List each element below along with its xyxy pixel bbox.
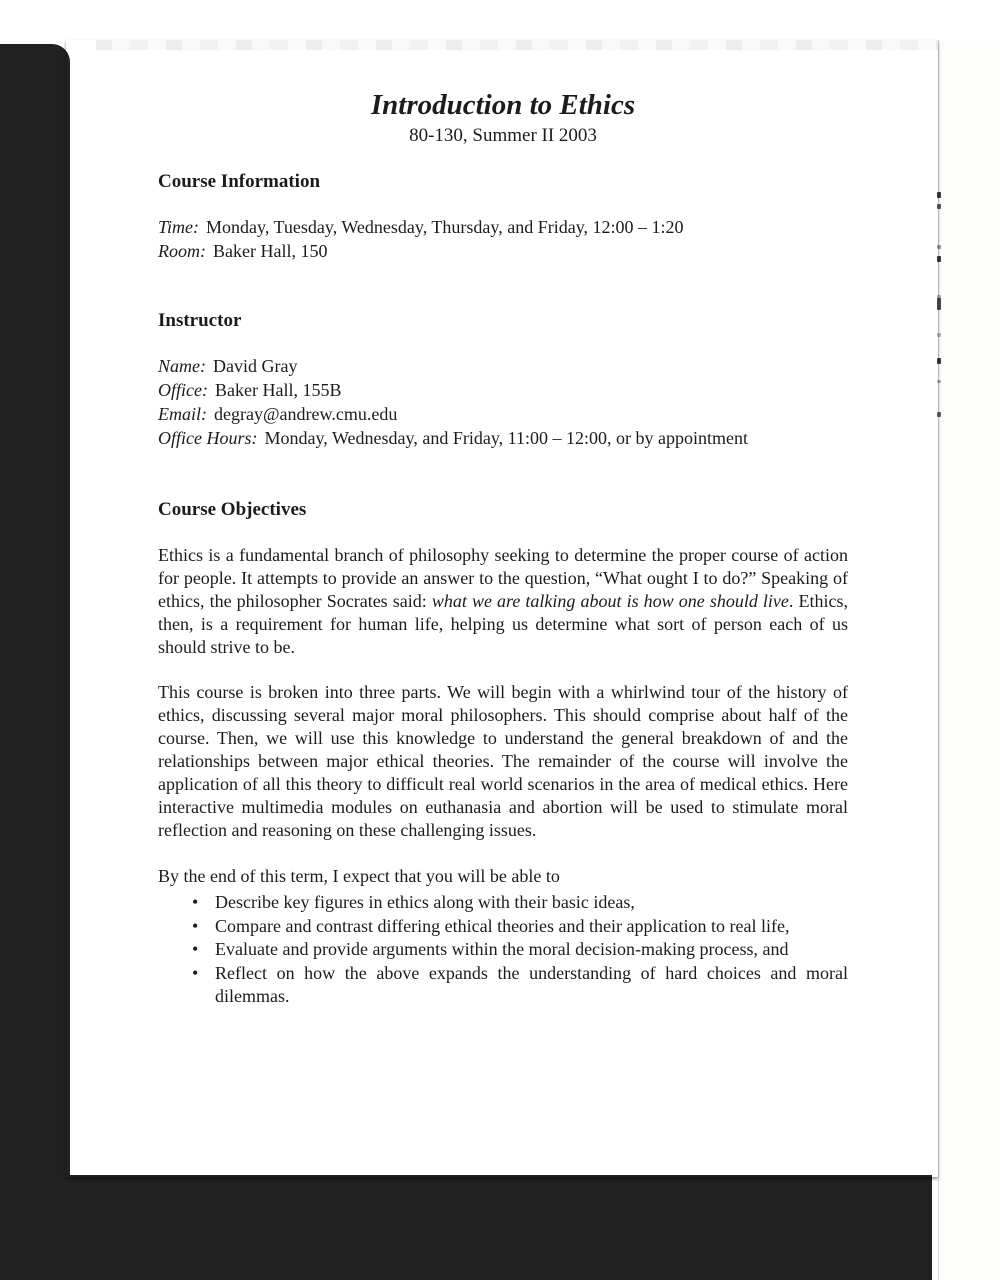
- office-label: Office:: [158, 380, 208, 400]
- list-item: [192, 938, 848, 962]
- objectives-paragraph-2: This course is broken into three parts. We will begin with a whirlwind tour of the history of ethics, discussing several major moral philosophers. This should comprise about half of the course. Then, we will use this knowledge to understand the general breakdown of and the relationships between major ethical theories. The remainder of the course will involve the application of all this theory to difficult real world scenarios in the area of medical ethics. Here interactive multimedia modules on euthanasia and abortion will be used to stimulate moral reflection and reasoning on these challenging issues.: [158, 682, 848, 840]
- email-field: [158, 402, 848, 426]
- email-value: degray@andrew.cmu.edu: [214, 404, 398, 424]
- objective-text: Compare and contrast differing ethical theories and their application to real life,: [215, 915, 790, 936]
- paragraph-1-text-before: Ethics is a fundamental branch of philosophy seeking to determine the proper course of action for people. It attempts to provide an answer to the question, “What ought I to do?” Speaking of ethics, the philosopher Socrates said:: [158, 545, 848, 611]
- course-information-heading: Course Information: [158, 171, 321, 192]
- document-content: [158, 88, 848, 1009]
- objectives-list: [158, 891, 848, 1009]
- room-value: Baker Hall, 150: [213, 241, 328, 261]
- office-hours-field: [158, 426, 848, 450]
- objectives-list-intro: By the end of this term, I expect that you will be able to: [158, 866, 560, 886]
- office-field: [158, 378, 848, 402]
- name-field: [158, 354, 848, 378]
- scan-background-bottom: [0, 1175, 932, 1280]
- bullet-icon: •: [192, 962, 199, 983]
- time-value: Monday, Tuesday, Wednesday, Thursday, and Friday, 12:00 – 1:20: [206, 217, 684, 237]
- bullet-icon: •: [192, 939, 199, 959]
- course-information-fields: [158, 215, 848, 263]
- office-hours-value: Monday, Wednesday, and Friday, 11:00 – 12:00, or by appointment: [264, 428, 748, 448]
- name-label: Name:: [158, 356, 206, 376]
- time-field: [158, 215, 848, 239]
- office-value: Baker Hall, 155B: [214, 380, 342, 400]
- document-subtitle: 80-130, Summer II 2003: [409, 125, 597, 146]
- paragraph-1-text-after: . Ethics, then, is a requirement for human life, helping us determine what sort of person each of us should strive to be.: [158, 591, 848, 657]
- list-item: [192, 962, 848, 1009]
- room-field: [158, 239, 848, 263]
- instructor-fields: [158, 354, 848, 450]
- instructor-heading: Instructor: [158, 310, 242, 331]
- syllabus-page: [66, 40, 938, 1177]
- objectives-paragraph-1: [158, 544, 848, 659]
- page-edge-strip: [938, 40, 1000, 1280]
- bullet-icon: •: [192, 892, 199, 912]
- objective-text: Evaluate and provide arguments within the moral decision-making process, and: [215, 939, 789, 959]
- scan-background-left: [0, 44, 70, 1280]
- course-objectives-heading: Course Objectives: [158, 499, 307, 520]
- list-item: [192, 915, 848, 939]
- objective-text: Reflect on how the above expands the understanding of hard choices and moral dilemmas.: [215, 962, 848, 1006]
- page-top-edge-texture: [96, 40, 938, 50]
- socrates-quote: what we are talking about is how one should live: [431, 591, 789, 611]
- document-title: Introduction to Ethics: [370, 89, 636, 121]
- list-item: [192, 891, 848, 915]
- objective-text: Describe key figures in ethics along with their basic ideas,: [215, 892, 635, 912]
- room-label: Room:: [158, 241, 206, 261]
- time-label: Time:: [158, 217, 200, 237]
- office-hours-label: Office Hours:: [158, 428, 258, 448]
- email-label: Email:: [158, 404, 207, 424]
- name-value: David Gray: [213, 356, 298, 376]
- bullet-icon: •: [192, 915, 199, 936]
